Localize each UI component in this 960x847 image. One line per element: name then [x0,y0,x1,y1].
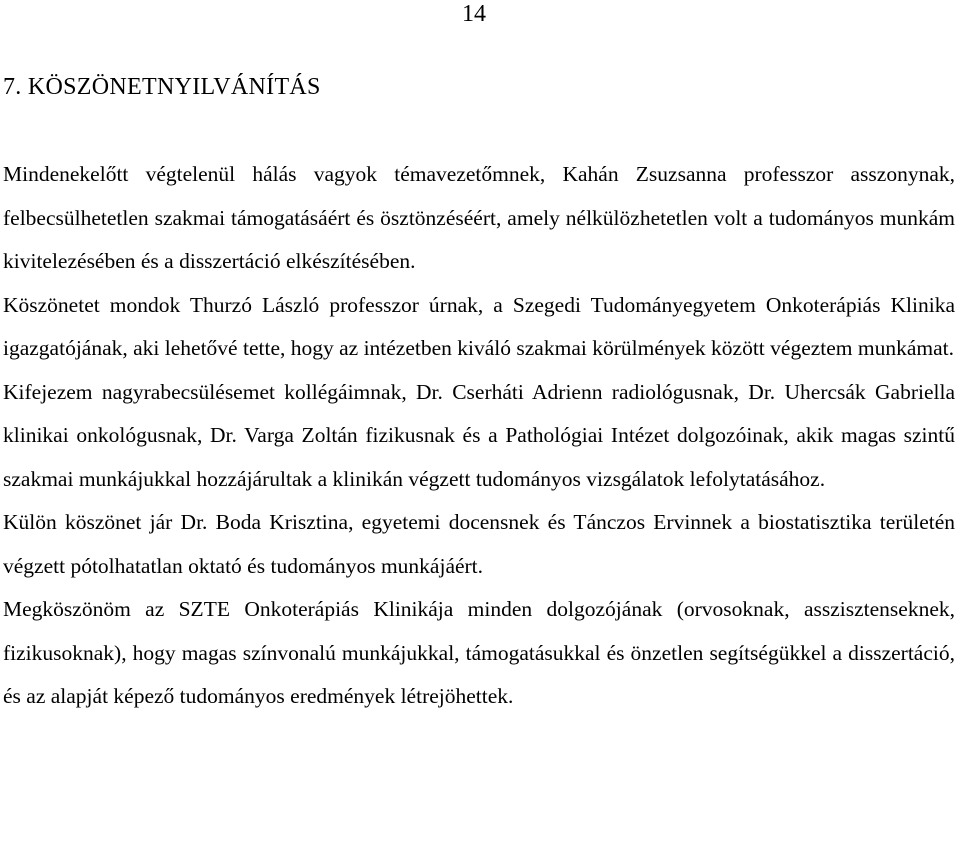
acknowledgements-body [3,153,955,719]
page-number: 14 [462,1,486,27]
section-heading: 7. KÖSZÖNETNYILVÁNÍTÁS [3,74,321,100]
paragraph-4: Külön köszönet jár Dr. Boda Krisztina, egyetemi docensnek és Tánczos Ervinnek a biostatisztika területén végzett pótolhatatlan oktató és tudományos munkájáért. [3,510,955,578]
paragraph-1: Mindenekelőtt végtelenül hálás vagyok témavezetőmnek, Kahán Zsuzsanna professzor asszonynak, felbecsülhetetlen szakmai támogatásáért és ösztönzéséért, amely nélkülözhetetlen volt a tudományos munkám kivitelezésében és a disszertáció elkészítésében. [3,162,955,273]
paragraph-5: Megköszönöm az SZTE Onkoterápiás Klinikája minden dolgozójának (orvosoknak, asszisztenseknek, fizikusoknak), hogy magas színvonalú munkájukkal, támogatásukkal és önzetlen segítségükkel a disszertáció, és az alapját képező tudományos eredmények létrejöhettek. [3,597,955,708]
paragraph-3: Kifejezem nagyrabecsülésemet kollégáimnak, Dr. Cserháti Adrienn radiológusnak, Dr. Uhercsák Gabriella klinikai onkológusnak, Dr. Varga Zoltán fizikusnak és a Pathológiai Intézet dolgozóinak, akik magas szintű szakmai munkájukkal hozzájárultak a klinikán végzett tudományos vizsgálatok lefolytatásához. [3,379,955,491]
paragraph-2: Köszönetet mondok Thurzó László professzor úrnak, a Szegedi Tudományegyetem Onkoterápiás Klinika igazgatójának, aki lehetővé tette, hogy az intézetben kiváló szakmai körülmények között végeztem munkámat. [3,292,955,360]
